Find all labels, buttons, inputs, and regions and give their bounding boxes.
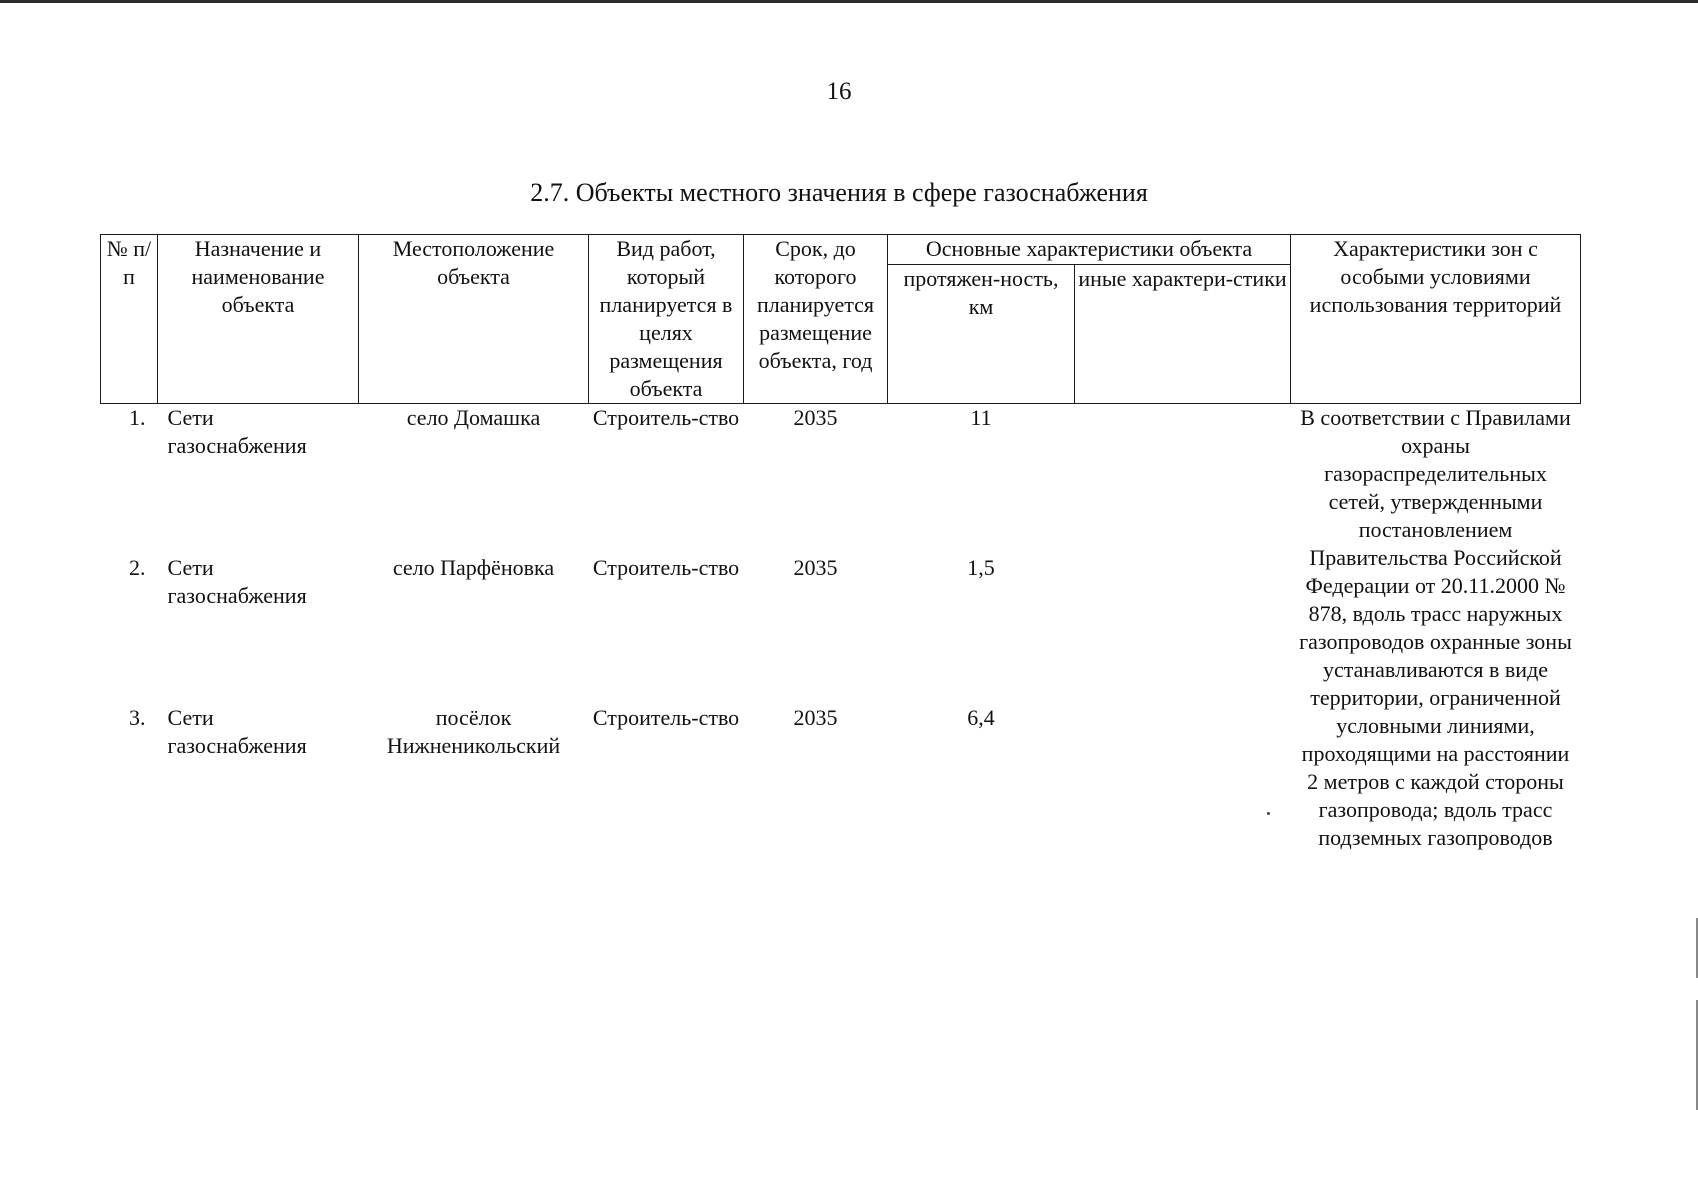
row-length: 11 [970, 405, 992, 430]
header-location: Местоположение объекта [359, 235, 589, 404]
row-deadline: 2035 [793, 705, 838, 730]
top-border-line [0, 0, 1698, 3]
row-work-type: Строитель-ство [592, 555, 740, 580]
header-work-type: Вид работ, который планируется в целях размещения объекта [589, 235, 744, 404]
row-deadline: 2035 [793, 555, 838, 580]
header-other-characteristics: иные характери-стики [1075, 265, 1291, 404]
row-location: село Домашка [406, 405, 541, 430]
row-location: посёлок Нижненикольский [386, 705, 561, 758]
gas-supply-objects-table [100, 234, 1581, 854]
section-title: 2.7. Объекты местного значения в сфере газоснабжения [530, 178, 1148, 207]
row-length: 6,4 [967, 705, 995, 730]
zones-description: В соответствии с Правилами охраны газораспределительных сетей, утвержденными постановлением Правительства Российской Федерации от 20.11.2000 № 878, вдоль трасс наружных газопроводов охранные зоны устанавливаются в виде территории, ограниченной условными линиями, проходящими на расстоянии 2 метров с каждой стороны газопровода; вдоль трасс подземных газопроводов [1299, 405, 1572, 850]
page-number: 16 [826, 78, 852, 105]
row-work-type: Строитель-ство [592, 405, 740, 430]
header-length: протяжен-ность, км [888, 265, 1075, 404]
row-deadline: 2035 [793, 405, 838, 430]
scan-speck [1267, 812, 1270, 815]
row-other [1075, 554, 1291, 704]
row-num: 3. [129, 705, 146, 730]
table-row [101, 404, 1581, 555]
header-deadline: Срок, до которого планируется размещение объекта, год [744, 235, 888, 404]
row-name: Сети газоснабжения [167, 405, 307, 458]
header-num: № п/п [101, 235, 158, 404]
header-main-characteristics: Основные характеристики объекта [888, 235, 1291, 265]
row-work-type: Строитель-ство [592, 705, 740, 730]
row-location: село Парфёновка [392, 555, 555, 580]
row-name: Сети газоснабжения [167, 555, 307, 608]
row-num: 2. [129, 555, 146, 580]
header-zones: Характеристики зон с особыми условиями использования территорий [1291, 235, 1581, 404]
row-other [1075, 404, 1291, 555]
header-name: Назначение и наименование объекта [158, 235, 359, 404]
row-num: 1. [129, 405, 146, 430]
row-other [1075, 704, 1291, 854]
row-name: Сети газоснабжения [167, 705, 307, 758]
row-length: 1,5 [967, 555, 995, 580]
